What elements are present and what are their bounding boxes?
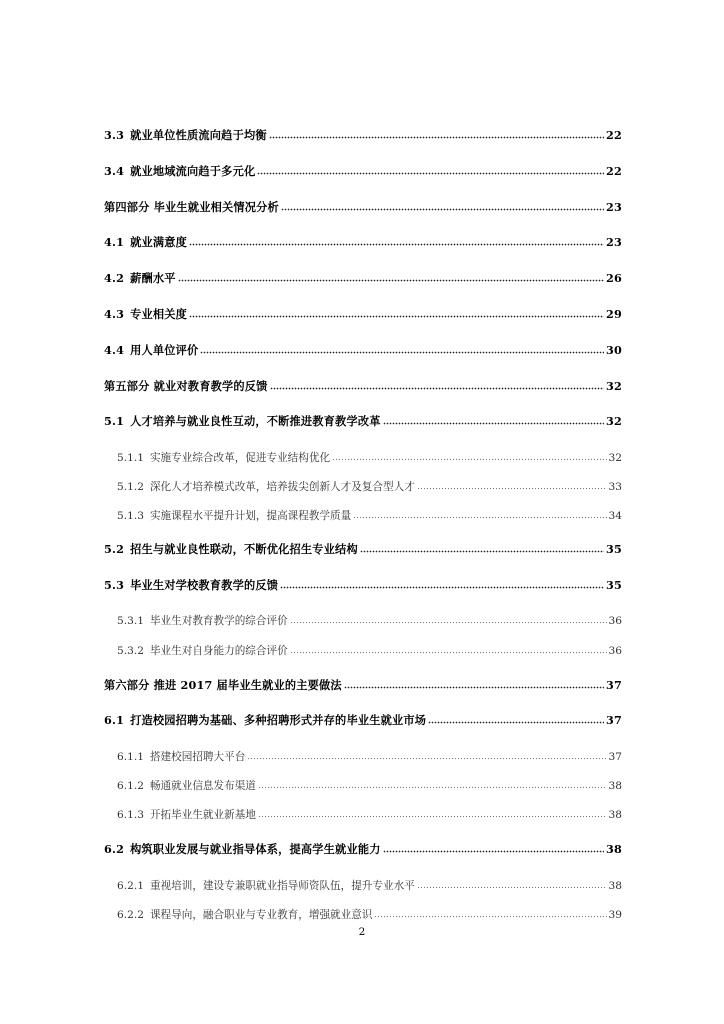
toc-entry[interactable] <box>104 378 622 394</box>
dot-leader <box>383 841 604 853</box>
toc-entry-number: 4.4 <box>104 343 125 357</box>
toc-entry[interactable] <box>104 577 622 593</box>
dot-leader <box>178 270 604 282</box>
toc-entry-title: 第四部分 毕业生就业相关情况分析 <box>104 200 279 214</box>
toc-entry[interactable] <box>104 270 622 286</box>
toc-entry[interactable] <box>104 677 622 693</box>
toc-entry[interactable] <box>104 841 622 857</box>
toc-entry-title: 打造校园招聘为基础、多种招聘形式并存的毕业生就业市场 <box>130 713 427 727</box>
toc-entry-number: 5.3.2 <box>117 645 144 657</box>
toc-subentry[interactable] <box>117 449 622 466</box>
dot-leader <box>247 748 606 760</box>
toc-entry-number: 4.3 <box>104 307 125 321</box>
dot-leader <box>200 342 604 354</box>
toc-entry-page: 37 <box>608 751 622 763</box>
toc-subentry[interactable] <box>117 777 622 794</box>
toc-entry-title: 毕业生对教育教学的综合评价 <box>149 615 288 627</box>
toc-entry-number: 6.1.3 <box>117 809 144 821</box>
toc-entry-page: 22 <box>606 128 622 142</box>
toc-entry-page: 23 <box>606 235 622 249</box>
toc-entry-title: 毕业生对自身能力的综合评价 <box>149 645 288 657</box>
dot-leader <box>428 712 604 724</box>
dot-leader <box>258 777 607 789</box>
toc-entry-number: 5.1.3 <box>117 510 144 522</box>
dot-leader <box>353 507 606 519</box>
toc-entry-title: 开拓毕业生就业新基地 <box>149 809 256 821</box>
toc-entry[interactable] <box>104 306 622 322</box>
toc-entry-page: 32 <box>608 452 622 464</box>
toc-subentry[interactable] <box>117 877 622 894</box>
dot-leader <box>280 577 604 589</box>
toc-entry-number: 4.1 <box>104 235 125 249</box>
toc-entry-page: 29 <box>606 307 622 321</box>
toc-entry-number: 6.1 <box>104 713 125 727</box>
toc-entry-number: 3.4 <box>104 164 125 178</box>
toc-entry-title: 就业满意度 <box>130 235 188 249</box>
dot-leader <box>374 906 606 918</box>
dot-leader <box>189 234 604 246</box>
toc-subentry[interactable] <box>117 806 622 823</box>
toc-entry-page: 33 <box>608 481 622 493</box>
toc-entry-title: 畅通就业信息发布渠道 <box>149 780 256 792</box>
toc-entry-number: 6.2.1 <box>117 880 144 892</box>
toc-entry-page: 36 <box>608 645 622 657</box>
toc-entry-page: 37 <box>606 678 622 692</box>
toc-entry-title: 第六部分 推进 2017 届毕业生就业的主要做法 <box>104 678 342 692</box>
toc-entry-title: 构筑职业发展与就业指导体系，提高学生就业能力 <box>130 842 381 856</box>
toc-entry-number: 5.3.1 <box>117 615 144 627</box>
toc-subentry[interactable] <box>117 748 622 765</box>
toc-entry-page: 36 <box>608 615 622 627</box>
toc-entry-page: 32 <box>606 379 622 393</box>
toc-entry-page: 23 <box>606 200 622 214</box>
dot-leader <box>258 806 607 818</box>
toc-subentry[interactable] <box>117 478 622 495</box>
table-of-contents <box>104 0 622 1024</box>
toc-entry-title: 重视培训，建设专兼职就业指导师资队伍，提升专业水平 <box>149 880 415 892</box>
toc-entry-page: 26 <box>606 271 622 285</box>
toc-subentry[interactable] <box>117 612 622 629</box>
toc-subentry[interactable] <box>117 906 622 923</box>
toc-entry-title: 人才培养与就业良性互动，不断推进教育教学改革 <box>130 414 381 428</box>
dot-leader <box>383 413 604 425</box>
toc-entry-number: 6.1.1 <box>117 751 144 763</box>
toc-entry-title: 课程导向，融合职业与专业教育，增强就业意识 <box>149 909 373 921</box>
dot-leader <box>417 478 607 490</box>
toc-entry-title: 专业相关度 <box>130 307 188 321</box>
toc-entry-page: 34 <box>608 510 622 522</box>
toc-entry-title: 招生与就业良性联动，不断优化招生专业结构 <box>130 542 358 556</box>
toc-entry-title: 毕业生对学校教育教学的反馈 <box>130 578 279 592</box>
toc-entry-page: 38 <box>608 780 622 792</box>
toc-entry-number: 5.1 <box>104 414 125 428</box>
dot-leader <box>360 541 604 553</box>
dot-leader <box>189 306 604 318</box>
dot-leader <box>344 677 604 689</box>
toc-entry-number: 3.3 <box>104 128 125 142</box>
page-number-footer: 2 <box>358 926 366 938</box>
toc-entry-number: 5.1.2 <box>117 481 144 493</box>
dot-leader <box>290 642 607 654</box>
toc-entry-title: 就业单位性质流向趋于均衡 <box>130 128 267 142</box>
toc-entry-number: 6.2.2 <box>117 909 144 921</box>
toc-entry-page: 35 <box>606 578 622 592</box>
toc-entry-number: 5.1.1 <box>117 452 144 464</box>
toc-entry-title: 搭建校园招聘大平台 <box>149 751 246 763</box>
dot-leader <box>281 199 604 211</box>
toc-entry-title: 深化人才培养模式改革，培养拔尖创新人才及复合型人才 <box>149 481 415 493</box>
toc-entry-title: 就业地域流向趋于多元化 <box>130 164 256 178</box>
toc-entry-number: 5.2 <box>104 542 125 556</box>
toc-entry-title: 用人单位评价 <box>130 343 199 357</box>
dot-leader <box>290 612 607 624</box>
toc-entry-page: 38 <box>606 842 622 856</box>
toc-entry[interactable] <box>104 163 622 179</box>
toc-entry-page: 38 <box>608 880 622 892</box>
toc-entry-title: 薪酬水平 <box>130 271 176 285</box>
dot-leader <box>332 449 606 461</box>
toc-entry-title: 第五部分 就业对教育教学的反馈 <box>104 379 268 393</box>
dot-leader <box>257 163 604 175</box>
toc-entry-page: 32 <box>606 414 622 428</box>
toc-entry-page: 37 <box>606 713 622 727</box>
toc-entry[interactable] <box>104 712 622 728</box>
toc-entry-page: 22 <box>606 164 622 178</box>
toc-entry-number: 5.3 <box>104 578 125 592</box>
toc-entry[interactable] <box>104 199 622 215</box>
toc-entry-title: 实施课程水平提升计划，提高课程教学质量 <box>149 510 352 522</box>
toc-entry[interactable] <box>104 541 622 557</box>
dot-leader <box>269 127 604 139</box>
toc-entry-page: 39 <box>608 909 622 921</box>
toc-entry[interactable] <box>104 342 622 358</box>
toc-entry[interactable] <box>104 413 622 429</box>
toc-entry[interactable] <box>104 234 622 250</box>
toc-entry-number: 4.2 <box>104 271 125 285</box>
toc-entry-page: 35 <box>606 542 622 556</box>
dot-leader <box>270 378 605 390</box>
toc-entry-page: 30 <box>606 343 622 357</box>
toc-entry-title: 实施专业综合改革，促进专业结构优化 <box>149 452 331 464</box>
toc-subentry[interactable] <box>117 642 622 659</box>
toc-subentry[interactable] <box>117 507 622 524</box>
toc-entry-number: 6.2 <box>104 842 125 856</box>
toc-entry[interactable] <box>104 127 622 143</box>
dot-leader <box>417 877 607 889</box>
toc-entry-page: 38 <box>608 809 622 821</box>
toc-entry-number: 6.1.2 <box>117 780 144 792</box>
